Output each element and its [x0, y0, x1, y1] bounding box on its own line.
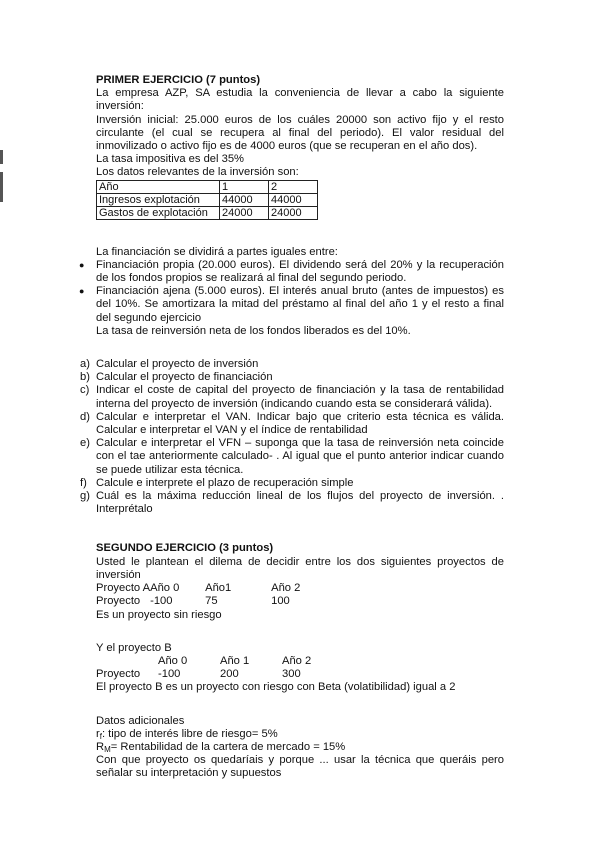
- table-header-row: [96, 655, 352, 668]
- rf-subscript: f: [99, 731, 102, 741]
- question-item: [80, 358, 504, 371]
- table-header-cell: Año 2: [271, 582, 301, 595]
- table-cell: 24000: [269, 206, 318, 219]
- table-cell: 44000: [269, 193, 318, 206]
- ejercicio1-title: PRIMER EJERCICIO (7 puntos): [96, 74, 261, 86]
- question-item: [80, 371, 504, 384]
- question-text: Indicar el coste de capital del proyecto de financiación y la tasa de rentabilidad interna del proyecto de inversión (indicando cuando esta se considerará válida).: [96, 384, 504, 410]
- table-cell: -100: [150, 595, 173, 608]
- question-text: Calcular e interpretar el VAN. Indicar bajo que criterio esta técnica es válida. Calcular e interpretar el VAN y el índice de rentabilidad: [96, 410, 504, 437]
- question-text: Calcular el proyecto de financiación: [96, 371, 273, 384]
- table-row: [96, 668, 352, 681]
- financiacion-intro: La financiación se dividirá a partes iguales entre:: [96, 245, 338, 258]
- rf-text: : tipo de interés libre de riesgo= 5%: [101, 727, 278, 740]
- proyecto-a-table: [96, 582, 341, 608]
- table-cell: 24000: [220, 206, 269, 219]
- question-letter: f): [80, 476, 87, 489]
- table-cell: 200: [220, 668, 239, 681]
- market-return: [96, 741, 504, 754]
- proyecto-a-note: Es un proyecto sin riesgo: [96, 608, 222, 621]
- list-item: [79, 285, 504, 325]
- table-row: [97, 206, 318, 219]
- rm-symbol: R: [96, 740, 105, 753]
- questions-list: [80, 358, 504, 516]
- rm-subscript: M: [104, 744, 111, 754]
- table-header-cell: Año 0: [158, 654, 188, 667]
- risk-free-rate: [96, 728, 504, 741]
- table-header-cell: Año1: [205, 582, 232, 595]
- table-cell: Ingresos explotación: [97, 193, 220, 206]
- table-header-cell: Año 0: [150, 582, 180, 595]
- question-text: Calcular e interpretar el VFN – suponga que la tasa de reinversión neta coincide con el tae anteriormente calculado- . Al igual que el punto anterior indicar cuando se puede utilizar esta técnica.: [96, 437, 504, 476]
- question-text: Cuál es la máxima reducción lineal de los flujos del proyecto de inversión. . Interprétalo: [96, 490, 504, 516]
- scan-edge-mark: [0, 150, 3, 164]
- ejercicio1-datos-intro: Los datos relevantes de la inversión son:: [96, 166, 299, 179]
- rf-symbol: r: [96, 727, 100, 740]
- scan-edge-mark: [0, 172, 3, 202]
- table-cell: Proyecto: [96, 595, 141, 608]
- question-letter: g): [80, 490, 90, 503]
- question-text: Calcule e interprete el plazo de recuperación simple: [96, 476, 354, 489]
- table-header-cell: Año: [97, 180, 220, 193]
- table-cell: 75: [205, 595, 218, 608]
- closing-question: Con que proyecto os quedaríais y porque ... usar la técnica que queráis pero señalar su interpretación y supuestos: [96, 754, 504, 780]
- table-cell: Gastos de explotación: [97, 206, 220, 219]
- table-cell: 100: [271, 595, 290, 608]
- table-row: [97, 193, 318, 206]
- bullet-icon: ●: [79, 259, 85, 270]
- table-cell: -100: [158, 668, 181, 681]
- question-letter: b): [80, 371, 90, 384]
- question-letter: c): [80, 384, 90, 397]
- table-cell: Proyecto: [96, 668, 141, 681]
- proyecto-b-note: El proyecto B es un proyecto con riesgo con Beta (volatibilidad) igual a 2: [96, 681, 456, 694]
- proyecto-b-table: [96, 655, 352, 681]
- table-header-cell: 2: [269, 180, 318, 193]
- ejercicio1-tasa: La tasa impositiva es del 35%: [96, 153, 245, 166]
- datos-adicionales-title: Datos adicionales: [96, 714, 185, 727]
- question-item: [80, 411, 504, 437]
- question-letter: e): [80, 437, 90, 450]
- table-header-cell: Proyecto A: [96, 582, 151, 595]
- table-cell: 44000: [220, 193, 269, 206]
- table-header-cell: [96, 655, 158, 668]
- question-item: [80, 477, 504, 490]
- datos-table: [96, 180, 318, 220]
- ejercicio2-intro: Usted le plantean el dilema de decidir entre los dos siguientes proyectos de inversión: [96, 555, 504, 581]
- table-row: [96, 595, 341, 608]
- table-header-cell: 1: [220, 180, 269, 193]
- list-item: [79, 258, 504, 285]
- table-header-row: [97, 180, 318, 193]
- question-letter: a): [80, 358, 90, 371]
- exam-content: [79, 74, 504, 781]
- ejercicio2-title: SEGUNDO EJERCICIO (3 puntos): [96, 542, 274, 555]
- ejercicio1-inversion: Inversión inicial: 25.000 euros de los cuáles 20000 son activo fijo y el resto circulante (el cual se recupera al final del periodo). El valor residual del inmovilizado o activo fijo es de 4000 euros (que se recuperan en el año dos).: [96, 113, 504, 153]
- question-item: [80, 437, 504, 477]
- question-item: [80, 490, 504, 516]
- bullet-icon: ●: [79, 286, 85, 297]
- ejercicio1-intro: La empresa AZP, SA estudia la conveniencia de llevar a cabo la siguiente inversión:: [96, 87, 504, 113]
- financiacion-list: [79, 258, 504, 325]
- table-header-row: [96, 582, 341, 595]
- question-letter: d): [80, 410, 90, 423]
- rm-text: = Rentabilidad de la cartera de mercado = 15%: [110, 740, 346, 753]
- question-item: [80, 384, 504, 410]
- list-item-text: Financiación ajena (5.000 euros). El interés anual bruto (antes de impuestos) es del 10%. Se amortizara la mitad del préstamo al final del año 1 y el resto a final del segundo ejercicio: [96, 285, 504, 324]
- table-header-cell: Año 1: [220, 654, 250, 667]
- table-cell: 300: [282, 668, 301, 681]
- question-text: Calcular el proyecto de inversión: [96, 358, 259, 371]
- proyecto-b-intro: Y el proyecto B: [96, 641, 172, 654]
- list-item-text: Financiación propia (20.000 euros). El dividendo será del 20% y la recuperación de los fondos propios se realizará al final del segundo periodo.: [96, 258, 504, 285]
- table-header-cell: Año 2: [282, 654, 312, 667]
- reinversion-text: La tasa de reinversión neta de los fondos liberados es del 10%.: [96, 324, 411, 337]
